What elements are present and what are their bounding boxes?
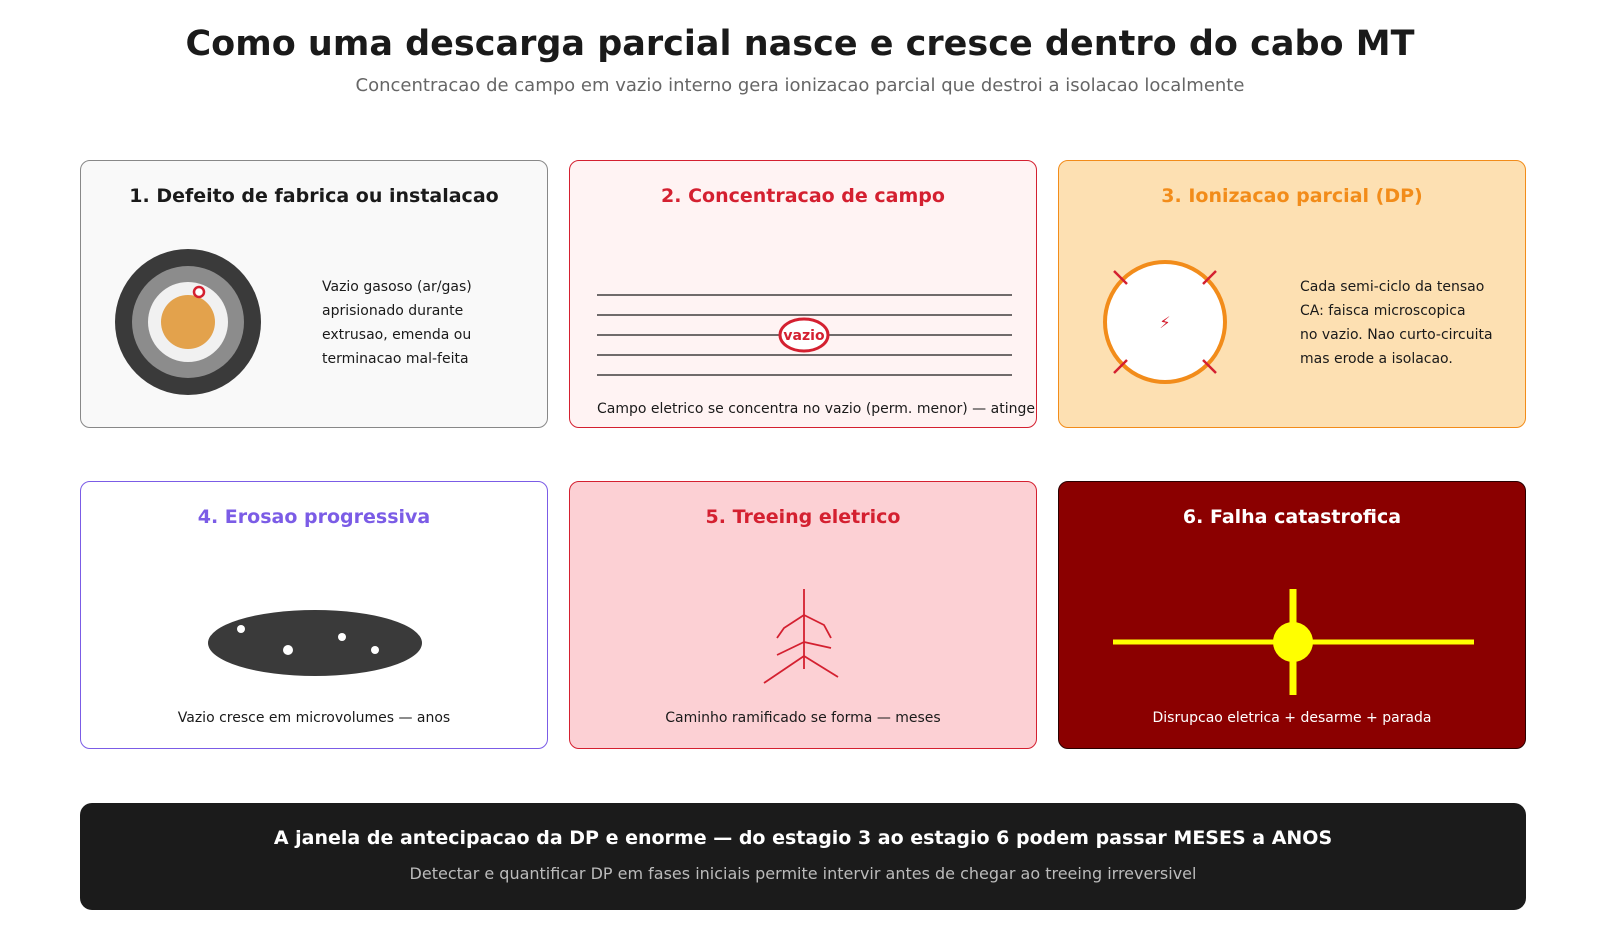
stage-6-title: 6. Falha catastrofica <box>1182 506 1402 528</box>
stage-1-line-4: terminacao mal-feita <box>322 351 469 367</box>
stage-card-6-failure <box>1058 481 1526 749</box>
stage-5-caption: Caminho ramificado se forma — meses <box>665 710 941 726</box>
stage-card-1-defect <box>80 160 548 428</box>
stage-6-caption: Disrupcao eletrica + desarme + parada <box>1152 710 1432 726</box>
summary-banner <box>80 803 1526 910</box>
tree-branch <box>804 615 831 638</box>
void-defect-marker <box>194 287 204 297</box>
tree-branch <box>804 656 838 677</box>
micro-void-dot <box>237 625 245 633</box>
void-label: vazio <box>783 328 825 344</box>
stage-4-caption: Vazio cresce em microvolumes — anos <box>177 710 451 726</box>
tree-branch <box>764 656 804 683</box>
stage-1-line-1: Vazio gasoso (ar/gas) <box>322 279 472 295</box>
stage-3-line-1: Cada semi-ciclo da tensao <box>1300 279 1485 295</box>
stage-3-description <box>1300 275 1493 371</box>
stage-3-title: 3. Ionizacao parcial (DP) <box>1161 185 1423 207</box>
tree-branch <box>777 642 804 655</box>
tree-branches <box>764 589 838 683</box>
cable-cross-section-illustration <box>81 161 549 429</box>
stage-card-2-field-concentration <box>569 160 1037 428</box>
stage-3-line-3: no vazio. Nao curto-circuita <box>1300 327 1493 343</box>
stage-1-title: 1. Defeito de fabrica ou instalacao <box>129 185 499 207</box>
tree-branch <box>777 615 804 638</box>
flash-core <box>1273 622 1313 662</box>
micro-void-dot <box>283 645 293 655</box>
stage-2-caption: Campo eletrico se concentra no vazio (perm. menor) — atinge <box>597 401 1035 417</box>
field-lines-illustration <box>570 161 1038 429</box>
stage-card-3-partial-discharge <box>1058 160 1526 428</box>
stage-2-title: 2. Concentracao de campo <box>661 185 945 207</box>
stage-3-line-2: CA: faisca microscopica <box>1300 303 1466 319</box>
stage-4-title: 4. Erosao progressiva <box>197 506 431 528</box>
stage-5-title: 5. Treeing eletrico <box>705 506 901 528</box>
page-title: Como uma descarga parcial nasce e cresce dentro do cabo MT <box>185 24 1415 64</box>
micro-void-dot <box>338 633 346 641</box>
tree-branch <box>804 642 831 648</box>
cable-conductor-core <box>161 295 215 349</box>
micro-void-dot <box>371 646 379 654</box>
stage-card-4-erosion <box>80 481 548 749</box>
stage-1-line-3: extrusao, emenda ou <box>322 327 472 343</box>
eroded-void-ellipse <box>208 610 422 676</box>
lightning-icon: ⚡ <box>1159 313 1171 332</box>
page-subtitle: Concentracao de campo em vazio interno gera ionizacao parcial que destroi a isolacao localmente <box>355 75 1245 96</box>
banner-subtitle: Detectar e quantificar DP em fases iniciais permite intervir antes de chegar ao treeing irreversivel <box>409 864 1197 883</box>
stage-1-description <box>322 275 472 371</box>
banner-title: A janela de antecipacao da DP e enorme — do estagio 3 ao estagio 6 podem passar MESES a ANOS <box>273 827 1333 849</box>
stage-card-5-treeing <box>569 481 1037 749</box>
stage-3-line-4: mas erode a isolacao. <box>1300 351 1453 367</box>
stage-1-line-2: aprisionado durante <box>322 303 464 319</box>
